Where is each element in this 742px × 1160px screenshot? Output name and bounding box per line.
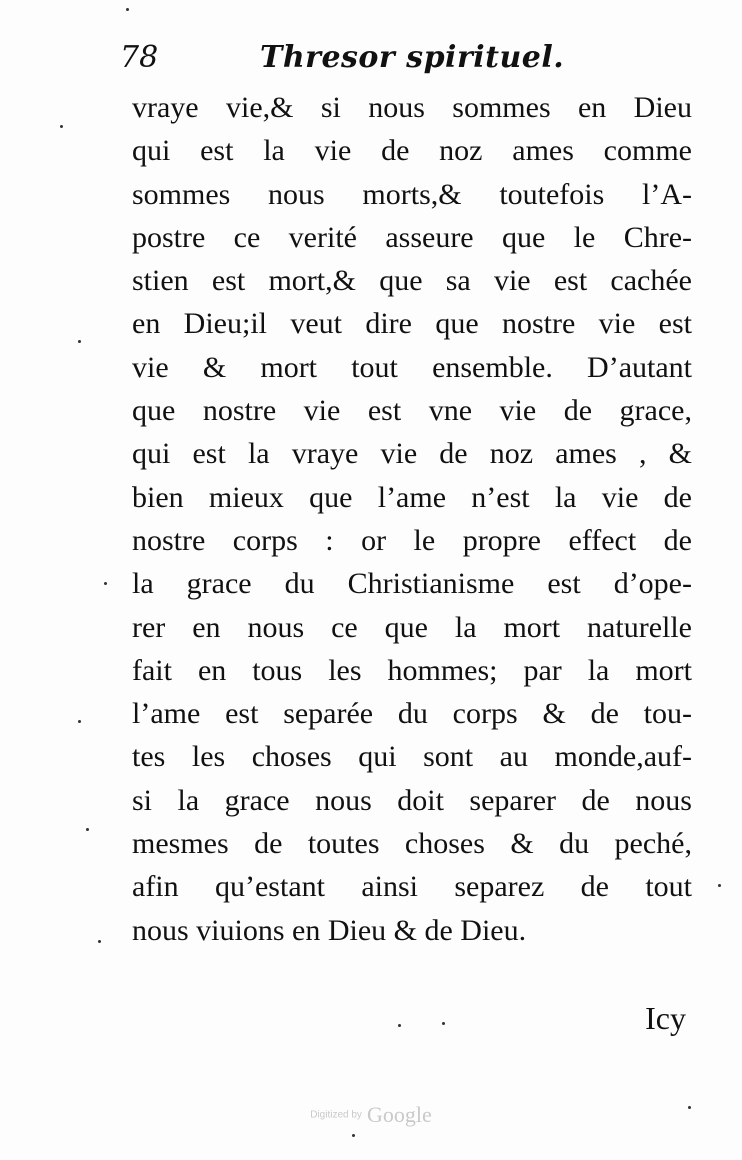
text-line: tes les choses qui sont au monde,auf-	[132, 740, 692, 774]
print-speck	[78, 720, 81, 723]
catchword: Icy	[645, 1000, 686, 1036]
text-line: l’ame est separée du corps & de tou-	[132, 697, 692, 731]
text-line: afin qu’estant ainsi separez de tout	[132, 870, 692, 904]
text-line: nous viuions en Dieu & de Dieu.	[132, 913, 527, 947]
text-line: la grace du Christianisme est d’ope-	[132, 567, 692, 601]
text-line: bien mieux que l’ame n’est la vie de	[132, 480, 692, 514]
print-speck	[352, 1134, 355, 1137]
print-speck	[126, 8, 129, 11]
print-speck	[442, 1022, 445, 1025]
text-line: stien est mort,& que sa vie est cachée	[132, 264, 692, 298]
text-line: si la grace nous doit separer de nous	[132, 783, 692, 817]
print-speck	[86, 828, 89, 831]
watermark-logo: Google	[367, 1102, 432, 1127]
text-line: postre ce verité asseure que le Chre-	[132, 220, 692, 254]
text-line: sommes nous morts,& toutefois l’A-	[132, 177, 692, 211]
text-line: qui est la vraye vie de noz ames , &	[132, 437, 692, 471]
print-speck	[104, 582, 107, 585]
body-text	[132, 86, 692, 952]
print-speck	[60, 125, 63, 128]
text-line: que nostre vie est vne vie de grace,	[132, 394, 692, 428]
digitized-watermark	[0, 1102, 742, 1128]
page-header	[120, 40, 680, 84]
text-line: nostre corps : or le propre effect de	[132, 523, 692, 557]
text-line: rer en nous ce que la mort naturelle	[132, 610, 692, 644]
page-number: 78	[120, 40, 159, 75]
print-speck	[98, 940, 101, 943]
print-speck	[688, 1106, 691, 1109]
print-speck	[78, 340, 81, 343]
text-line: fait en tous les hommes; par la mort	[132, 653, 692, 687]
text-line: mesmes de toutes choses & du peché,	[132, 827, 692, 861]
text-line: vraye vie,& si nous sommes en Dieu	[132, 91, 692, 124]
print-speck	[398, 1024, 401, 1027]
text-line: en Dieu;il veut dire que nostre vie est	[132, 307, 692, 341]
text-line: qui est la vie de noz ames comme	[132, 134, 692, 168]
print-speck	[718, 884, 721, 887]
text-line: vie & mort tout ensemble. D’autant	[132, 350, 692, 384]
watermark-prefix: Digitized by	[310, 1109, 362, 1121]
running-title: Thresor spirituel.	[260, 40, 565, 75]
